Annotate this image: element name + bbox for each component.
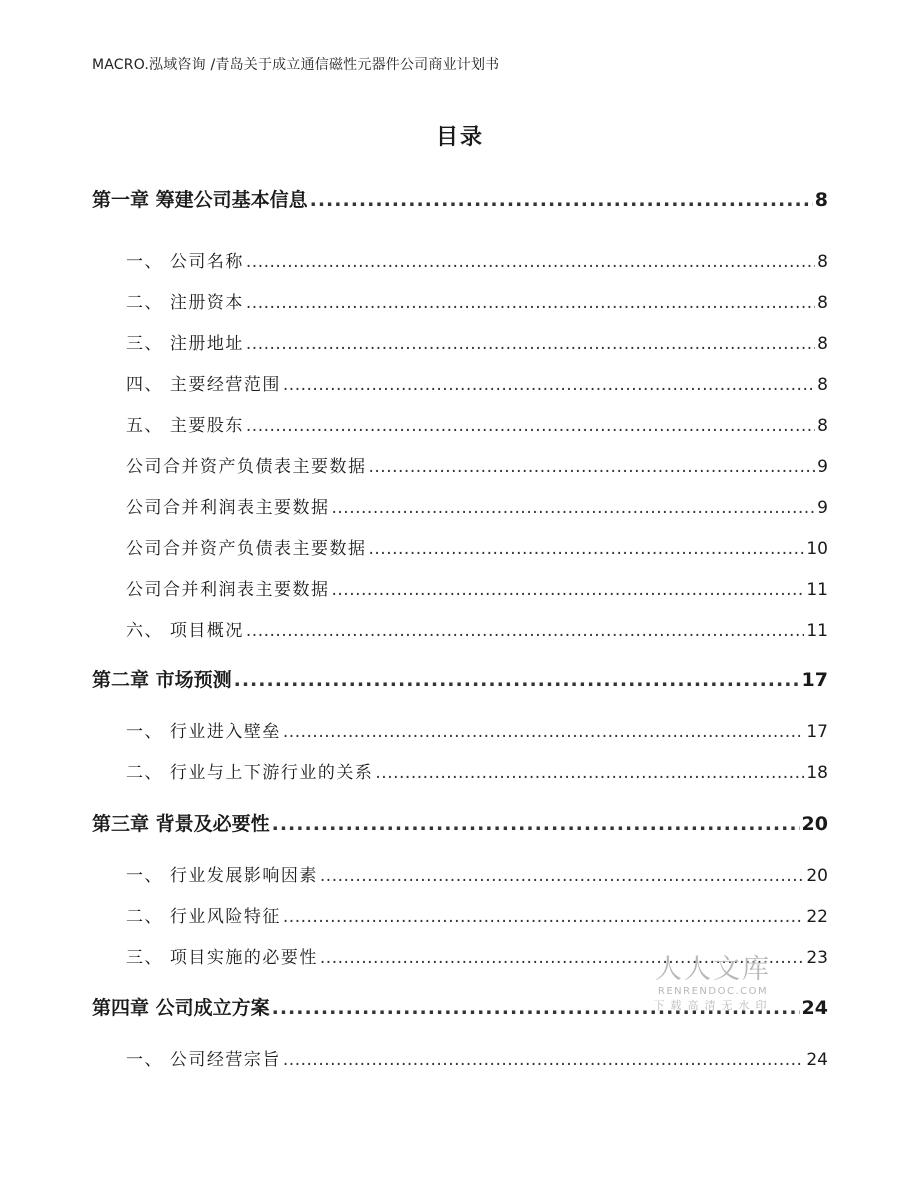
running-header: MACRO.泓域咨询 /青岛关于成立通信磁性元器件公司商业计划书 bbox=[92, 57, 500, 73]
toc-entry[interactable] bbox=[126, 575, 828, 600]
watermark-tagline: 下载高清无水印 bbox=[653, 999, 773, 1012]
toc-entry-label: 公司合并资产负债表主要数据 bbox=[126, 457, 367, 477]
toc-entry-label: 公司合并利润表主要数据 bbox=[126, 498, 330, 518]
leader-dots bbox=[272, 813, 800, 835]
toc-entry-label: 公司合并利润表主要数据 bbox=[126, 580, 330, 600]
toc-entry-label: 二、 注册资本 bbox=[126, 293, 244, 313]
leader-dots bbox=[320, 866, 804, 886]
toc-entry-page: 10 bbox=[806, 539, 828, 559]
leader-dots bbox=[234, 669, 800, 691]
leader-dots bbox=[369, 539, 805, 559]
toc-entry[interactable] bbox=[126, 370, 828, 395]
toc-entry[interactable] bbox=[126, 329, 828, 354]
toc-entry-label: 三、 项目实施的必要性 bbox=[126, 948, 318, 968]
toc-entry[interactable] bbox=[126, 247, 828, 272]
watermark-logo bbox=[648, 955, 778, 1013]
watermark-domain-text: RENRENDOC.COM bbox=[657, 986, 769, 997]
toc-entry-page: 8 bbox=[814, 189, 828, 211]
toc-entry-page: 17 bbox=[801, 669, 828, 691]
page-title: 目录 bbox=[435, 125, 484, 150]
toc-entry-page: 8 bbox=[817, 293, 828, 313]
leader-dots bbox=[283, 1050, 804, 1070]
toc-entry-page: 22 bbox=[806, 907, 828, 927]
toc-entry-page: 23 bbox=[806, 948, 828, 968]
toc-entry-label: 第二章 市场预测 bbox=[92, 669, 232, 691]
toc-entry-page: 8 bbox=[817, 334, 828, 354]
toc-entry[interactable] bbox=[126, 411, 828, 436]
toc-entry-page: 17 bbox=[806, 722, 828, 742]
leader-dots bbox=[283, 722, 804, 742]
leader-dots bbox=[332, 498, 816, 518]
toc-entry-label: 第四章 公司成立方案 bbox=[92, 997, 270, 1019]
leader-dots bbox=[246, 621, 804, 641]
toc-entry-label: 一、 行业发展影响因素 bbox=[126, 866, 318, 886]
toc-entry-page: 20 bbox=[806, 866, 828, 886]
toc-entry[interactable] bbox=[126, 1045, 828, 1070]
toc-entry[interactable] bbox=[126, 616, 828, 641]
watermark-main-text: 人人文库 bbox=[655, 954, 771, 985]
toc-entry-label: 五、 主要股东 bbox=[126, 416, 244, 436]
toc-entry-label: 三、 注册地址 bbox=[126, 334, 244, 354]
toc-entry-label: 一、 公司名称 bbox=[126, 252, 244, 272]
toc-entry-page: 8 bbox=[817, 416, 828, 436]
toc-entry-page: 9 bbox=[817, 498, 828, 518]
toc-entry-page: 11 bbox=[806, 580, 828, 600]
leader-dots bbox=[246, 334, 815, 354]
toc-entry-label: 一、 行业进入壁垒 bbox=[126, 722, 281, 742]
toc-entry[interactable] bbox=[126, 534, 828, 559]
toc-entry[interactable] bbox=[126, 288, 828, 313]
toc-entry-label: 二、 行业与上下游行业的关系 bbox=[126, 763, 374, 783]
toc-entry[interactable] bbox=[92, 185, 828, 212]
toc-entry-label: 一、 公司经营宗旨 bbox=[126, 1050, 281, 1070]
toc-entry[interactable] bbox=[126, 493, 828, 518]
leader-dots bbox=[246, 416, 815, 436]
toc-entry-label: 第一章 筹建公司基本信息 bbox=[92, 189, 308, 211]
toc-entry-label: 四、 主要经营范围 bbox=[126, 375, 281, 395]
leader-dots bbox=[369, 457, 816, 477]
leader-dots bbox=[310, 189, 813, 211]
toc-entry-page: 11 bbox=[806, 621, 828, 641]
toc-entry-label: 第三章 背景及必要性 bbox=[92, 813, 270, 835]
toc-entry[interactable] bbox=[126, 902, 828, 927]
toc-entry[interactable] bbox=[92, 665, 828, 692]
toc-entry[interactable] bbox=[126, 717, 828, 742]
toc-entry-page: 20 bbox=[801, 813, 828, 835]
toc-entry[interactable] bbox=[126, 452, 828, 477]
toc-entry-page: 24 bbox=[806, 1050, 828, 1070]
leader-dots bbox=[332, 580, 805, 600]
leader-dots bbox=[283, 375, 815, 395]
toc-entry-page: 18 bbox=[806, 763, 828, 783]
toc-entry-page: 9 bbox=[817, 457, 828, 477]
leader-dots bbox=[375, 763, 804, 783]
toc-entry-page: 8 bbox=[817, 375, 828, 395]
toc-entry-page: 24 bbox=[801, 997, 828, 1019]
toc-entry[interactable] bbox=[126, 861, 828, 886]
toc-entry-page: 8 bbox=[817, 252, 828, 272]
toc-entry-label: 二、 行业风险特征 bbox=[126, 907, 281, 927]
leader-dots bbox=[246, 252, 815, 272]
toc-entry-label: 公司合并资产负债表主要数据 bbox=[126, 539, 367, 559]
toc-entry[interactable] bbox=[126, 758, 828, 783]
toc-entry[interactable] bbox=[92, 809, 828, 836]
leader-dots bbox=[246, 293, 815, 313]
leader-dots bbox=[283, 907, 804, 927]
toc-entry-label: 六、 项目概况 bbox=[126, 621, 244, 641]
